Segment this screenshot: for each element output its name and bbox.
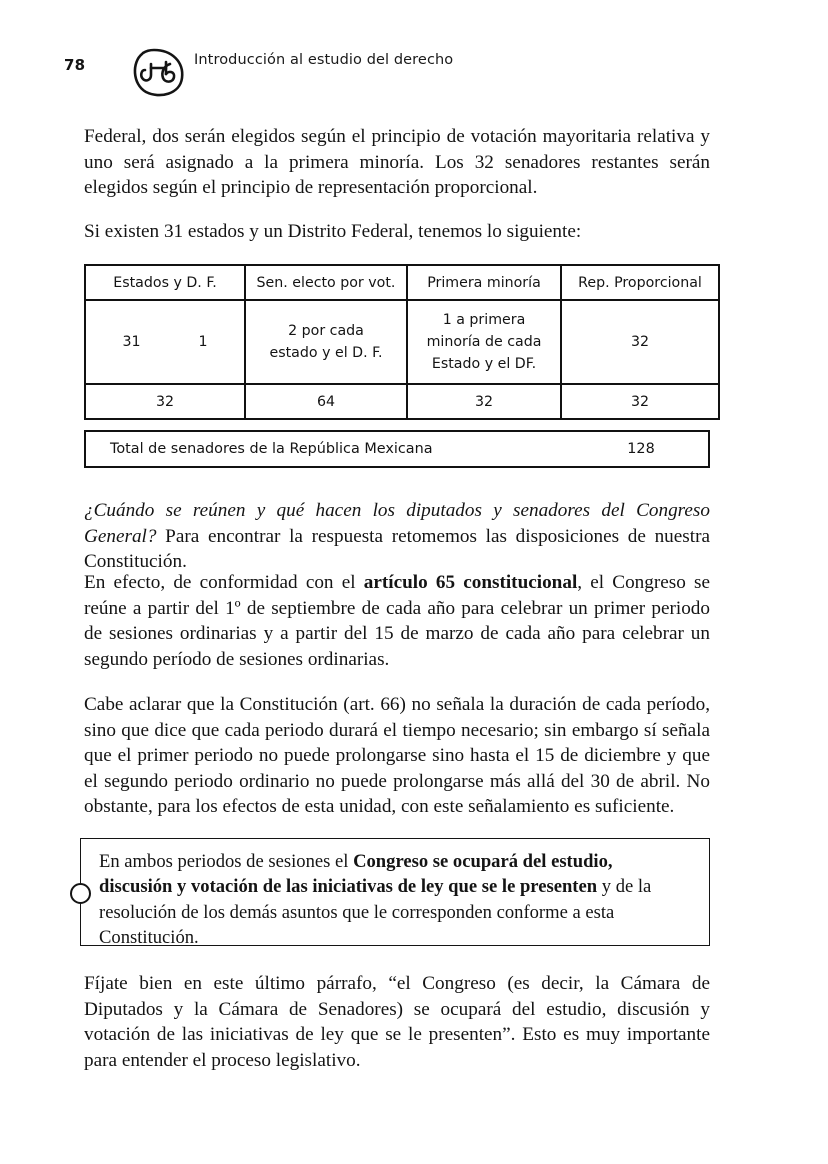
paragraph-si-existen-block xyxy=(84,219,710,245)
callout-post: y de la resolución de los demás asuntos que le corresponden conforme a esta Constitución. xyxy=(99,876,652,949)
table-row-totals xyxy=(85,384,719,419)
paragraph-federal-block xyxy=(84,124,710,201)
cell-primera-minoria xyxy=(407,300,561,384)
table-row xyxy=(85,300,719,384)
header-title: Introducción al estudio del derecho xyxy=(194,52,454,68)
circled-monogram-icon xyxy=(130,46,186,98)
paragraph-en-efecto-pre: En efecto, de conformidad con el xyxy=(84,572,364,593)
paragraph-en-efecto-bold: artículo 65 constitucional xyxy=(363,572,578,593)
callout-box xyxy=(80,838,710,949)
paragraph-cabe-block xyxy=(84,692,710,820)
cell-primera-minoria-line2: minoría de cada xyxy=(426,334,542,350)
paragraph-federal: Federal, dos serán elegidos según el principio de votación mayoritaria relativa y uno será asignado a la primera minoría. Los 32 senadores restantes serán elegidos según el principio de representación proporcional. xyxy=(84,126,710,199)
table-header-rep-proporcional: Rep. Proporcional xyxy=(561,265,719,300)
circle-marker-icon xyxy=(70,883,91,904)
cell-sum-senador-electo: 64 xyxy=(245,384,407,419)
cell-sum-rep-proporcional: 32 xyxy=(561,384,719,419)
paragraph-fijate-block xyxy=(84,971,710,1073)
paragraph-si-existen: Si existen 31 estados y un Distrito Federal, tenemos lo siguiente: xyxy=(84,221,582,242)
paragraph-cuando-block xyxy=(84,498,710,575)
table-header-senador-electo: Sen. electo por vot. xyxy=(245,265,407,300)
table-header-estados: Estados y D. F. xyxy=(85,265,245,300)
paragraph-cabe: Cabe aclarar que la Constitución (art. 66) no señala la duración de cada período, sino que dice que cada periodo durará el tiempo necesario; sin embargo sí señala que el primer periodo no puede prolongarse sino hasta el 15 de diciembre y que el segundo periodo ordinario no puede prolongarse más allá del 30 de abril. No obstante, para los efectos de esta unidad, con este señalamiento es suficiente. xyxy=(84,694,710,818)
cell-sum-primera-minoria: 32 xyxy=(407,384,561,419)
cell-estados-right: 1 xyxy=(198,334,208,350)
cell-senador-electo-line1: 2 por cada xyxy=(288,323,364,339)
table-header-row xyxy=(85,265,719,300)
table-header-primera-minoria: Primera minoría xyxy=(407,265,561,300)
total-senadores-bar xyxy=(84,430,710,468)
paragraph-en-efecto xyxy=(84,570,710,672)
senadores-table xyxy=(84,264,720,420)
total-senadores-label: Total de senadores de la República Mexicana xyxy=(110,441,433,457)
paragraph-cuando-question: ¿Cuándo se reúnen y qué hacen los diputados y senadores del Congreso General? xyxy=(84,500,710,547)
paragraph-en-efecto-block xyxy=(84,570,710,672)
cell-senador-electo xyxy=(245,300,407,384)
paragraph-cuando-rest: Para encontrar la respuesta retomemos las disposiciones de nuestra Constitución. xyxy=(84,525,710,573)
cell-estados-left: 31 xyxy=(122,334,141,350)
page-number: 78 xyxy=(64,56,86,74)
callout-bold: Congreso se ocupará del estudio, discusión y votación de las iniciativas de ley que se le presenten xyxy=(99,851,613,898)
senadores-table-wrapper xyxy=(84,264,710,420)
total-senadores-value: 128 xyxy=(627,441,655,457)
cell-estados-counts xyxy=(85,300,245,384)
cell-primera-minoria-line1: 1 a primera xyxy=(442,312,526,328)
paragraph-cuando xyxy=(84,498,710,575)
callout-text xyxy=(99,849,685,951)
cell-primera-minoria-line3: Estado y el DF. xyxy=(431,356,537,372)
cell-senador-electo-line2: estado y el D. F. xyxy=(269,345,383,361)
cell-rep-proporcional: 32 xyxy=(561,300,719,384)
paragraph-en-efecto-post: , el Congreso se reúne a partir del 1º de septiembre de cada año para celebrar un primer periodo de sesiones ordinarias y a partir del 15 de marzo de cada año para celebrar un segundo período de sesiones ordinarias. xyxy=(84,572,710,670)
page-header xyxy=(0,46,828,102)
paragraph-fijate: Fíjate bien en este último párrafo, “el Congreso (es decir, la Cámara de Diputados y la Cámara de Senadores) se ocupará del estudio, discusión y votación de las iniciativas de ley que se le presenten”. Esto es muy importante para entender el proceso legislativo. xyxy=(84,973,710,1071)
cell-sum-estados: 32 xyxy=(85,384,245,419)
callout-pre: En ambos periodos de sesiones el xyxy=(99,851,354,872)
